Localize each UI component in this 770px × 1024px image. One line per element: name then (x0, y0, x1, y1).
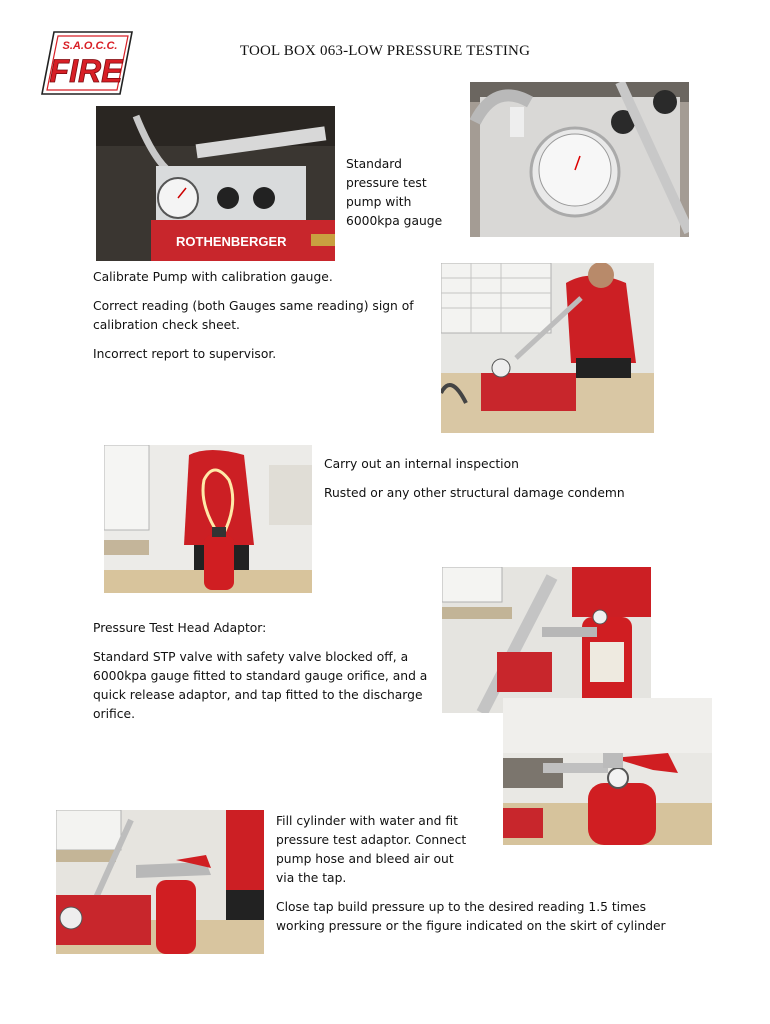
inspection-text (324, 455, 654, 513)
sa-occ-fire-logo (40, 30, 134, 96)
photo-test-pump (96, 106, 335, 261)
adaptor-description: Standard STP valve with safety valve blocked off, a 6000kpa gauge fitted to standard gauge orifice, and a quick release adaptor, and tap fitted to the discharge orifice. (93, 650, 428, 721)
photo-internal-inspection (104, 445, 312, 593)
pump-caption (346, 155, 466, 231)
page-title: TOOL BOX 063-LOW PRESSURE TESTING (239, 43, 531, 59)
photo-pump-connected (56, 810, 264, 954)
incorrect-paragraph: Incorrect report to supervisor. (93, 347, 277, 361)
internal-inspection-paragraph: Carry out an internal inspection (324, 457, 519, 471)
pump-caption-line: pump with (346, 195, 412, 209)
adaptor-text (93, 619, 438, 734)
calibration-text (93, 268, 433, 374)
photo-gauge-closeup (470, 82, 689, 237)
photo-man-operating-pump (441, 263, 654, 433)
pump-caption-line: Standard (346, 157, 402, 171)
adaptor-title: Pressure Test Head Adaptor: (93, 621, 267, 635)
pump-brand-label: ROTHENBERGER (176, 234, 287, 249)
fill-cylinder-paragraph: Fill cylinder with water and fit pressure test adaptor. Connect pump hose and bleed air out via the tap. (276, 814, 467, 885)
photo-adaptor-fitting (442, 567, 651, 713)
procedure-text (276, 812, 676, 946)
correct-reading-paragraph: Correct reading (both Gauges same reading) sign of calibration check sheet. (93, 299, 414, 332)
pump-caption-line: pressure test (346, 176, 427, 190)
logo-top-text: S.A.O.C.C. (62, 40, 118, 52)
pump-caption-line: 6000kpa gauge (346, 214, 443, 228)
close-tap-paragraph: Close tap build pressure up to the desired reading 1.5 times working pressure or the figure indicated on the skirt of cylinder (276, 900, 666, 933)
logo-main-text: FIRE (49, 53, 123, 89)
calibrate-paragraph: Calibrate Pump with calibration gauge. (93, 270, 333, 284)
condemn-paragraph: Rusted or any other structural damage condemn (324, 486, 625, 500)
